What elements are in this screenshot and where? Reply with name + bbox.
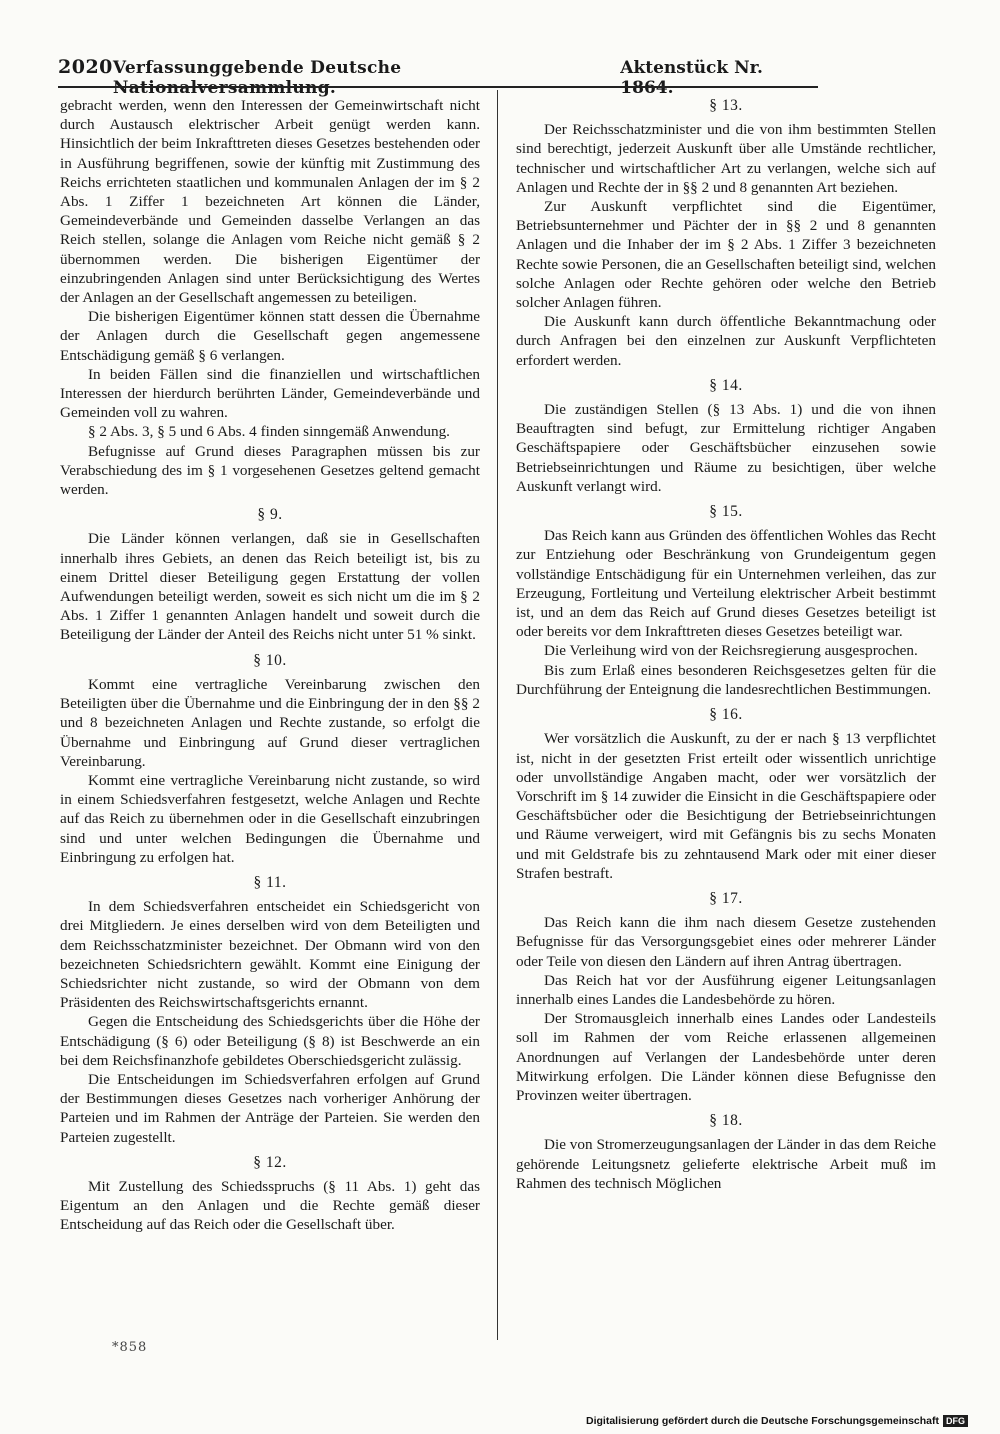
paragraph: In beiden Fällen sind die finanziellen und wirtschaftlichen Interessen der hierdurch berührten Länder, Gemeindeverbände und Gemeinden voll zu wahren. (60, 365, 480, 422)
paragraph: Das Reich hat vor der Ausführung eigener Leitungsanlagen innerhalb eines Landes die Landesbehörde zu hören. (516, 971, 936, 1008)
paragraph: Die Entscheidungen im Schiedsverfahren erfolgen auf Grund der Bestimmungen dieses Gesetzes nach vorheriger Anhörung der Parteien und im Rahmen der Anträge der Parteien. Sie werden den Parteien zugestellt. (60, 1070, 480, 1146)
paragraph: Das Reich kann die ihm nach diesem Gesetze zustehenden Befugnisse für das Versorgungsgebiet eines oder mehrerer Länder oder Teile von diesen den Ländern auf ihren Antrag übertragen. (516, 914, 936, 970)
dfg-logo: DFG (943, 1415, 968, 1427)
section-heading: § 12. (253, 1153, 287, 1171)
section-heading: § 13. (709, 97, 743, 114)
right-column (516, 96, 936, 1193)
paragraph: Zur Auskunft verpflichtet sind die Eigentümer, Betriebsunternehmer und Pächter der in §§ 2 und 8 genannten Anlagen und die Inhaber der im § 2 Abs. 1 Ziffer 3 bezeichneten Rechte sowie Personen, die an Gesellschaften beteiligt sind, welchen solche Anlagen oder Rechte gehören oder welche den Betrieb solcher Anlagen führen. (516, 198, 936, 312)
paragraph: Der Stromausgleich innerhalb eines Landes oder Landesteils soll im Rahmen der vom Reiche erlassenen allgemeinen Anordnungen auf Verlangen der Landesbehörde unter deren Mitwirkung erfolgen. Die Länder können diese Befugnisse den Provinzen weiter übertragen. (516, 1010, 936, 1104)
paragraph: Das Reich kann aus Gründen des öffentlichen Wohles das Recht zur Entziehung oder Beschränkung von Grundeigentum gegen vollständige Entschädigung für ein Unternehmen verleihen, das zur Erzeugung, Fortleitung und Verteilung elektrischer Arbeit bestimmt ist, und an dem das Reich auf Grund dieses Gesetzes beteiligt ist oder bereits vor dem Inkrafttreten dieses Gesetzes beteiligt war. (516, 527, 936, 641)
section-heading: § 9. (257, 506, 283, 524)
running-title: Verfassunggebende Deutsche Nationalversammlung. (112, 58, 402, 98)
section-heading: § 14. (709, 376, 743, 394)
paragraph: Befugnisse auf Grund dieses Paragraphen müssen bis zur Verabschiedung des im § 1 vorgesehenen Gesetzes geltend gemacht werden. (60, 442, 480, 499)
paragraph: Bis zum Erlaß eines besonderen Reichsgesetzes gelten für die Durchführung der Enteignung die landesrechtlichen Bestimmungen. (516, 661, 936, 698)
section-heading: § 15. (709, 503, 743, 521)
page-header (58, 56, 818, 98)
paragraph: Kommt eine vertragliche Vereinbarung nicht zustande, so wird in einem Schiedsverfahren festgesetzt, welche Anlagen und Rechte auf das Reich zu übernehmen oder in die Gesellschaft einzubringen sind und unter welchen Bedingungen die Übernahme und Einbringung zu erfolgen hat. (60, 771, 480, 866)
paragraph: Mit Zustellung des Schiedsspruchs (§ 11 Abs. 1) geht das Eigentum an den Anlagen und die Rechte gemäß dieser Entscheidung auf das Reich oder die Gesellschaft über. (60, 1177, 480, 1234)
paragraph: Die Verleihung wird von der Reichsregierung ausgesprochen. (544, 642, 918, 660)
paragraph: Gegen die Entscheidung des Schiedsgerichts über die Höhe der Entschädigung (§ 6) oder Beteiligung (§ 8) ist Beschwerde an ein bei dem Reichsfinanzhofe gebildetes Oberschiedsgericht zulässig. (60, 1013, 480, 1069)
left-column (60, 96, 480, 1235)
credit-text: Digitalisierung gefördert durch die Deutsche Forschungsgemeinschaft (586, 1415, 939, 1427)
digitization-credit (586, 1414, 968, 1428)
page-number: 2020 (58, 56, 113, 78)
paragraph: Die bisherigen Eigentümer können statt dessen die Übernahme der Anlagen durch die Gesellschaft gegen angemessene Entschädigung gemäß § 6 verlangen. (60, 308, 480, 364)
paragraph: Der Reichsschatzminister und die von ihm bestimmten Stellen sind berechtigt, jederzeit Auskunft über alle Umstände rechtlicher, technischer und wirtschaftlicher Art zu verlangen, welche sich auf Anlagen und Rechte der in §§ 2 und 8 genannten Art beziehen. (516, 121, 936, 196)
column-divider (497, 90, 498, 1340)
paragraph: Die zuständigen Stellen (§ 13 Abs. 1) und die von ihnen Beauftragten sind befugt, zur Ermittelung richtiger Angaben Geschäftspapiere oder Geschäftsbücher einzusehen sowie Betriebseinrichtungen und Räume zu besichtigen, über welche Auskunft verlangt wird. (516, 401, 936, 495)
section-heading: § 17. (709, 889, 743, 907)
section-heading: § 16. (709, 706, 743, 724)
paragraph: Die Länder können verlangen, daß sie in Gesellschaften innerhalb ihres Gebiets, an denen das Reich beteiligt ist, bis zu einem Drittel dieser Beteiligung gegen Erstattung der vollen Aufwendungen beteiligt werden, soweit es sich nicht um die im § 2 Abs. 1 Ziffer 1 genannten Anlagen handelt und soweit durch die Beteiligung der Länder der Anteil des Reichs nicht unter 51 % sinkt. (60, 530, 480, 644)
paragraph: Wer vorsätzlich die Auskunft, zu der er nach § 13 verpflichtet ist, nicht in der gesetzten Frist erteilt oder wissentlich unrichtige oder unvollständige Angaben macht, oder wer vorsätzlich der Vorschrift im § 14 zuwider die Einsicht in die Geschäftspapiere oder Geschäftsbücher oder die Besichtigung der Betriebseinrichtungen und Räume verweigert, wird mit Gefängnis bis zu sechs Monaten und mit Geldstrafe bis zu zehntausend Mark oder mit einer dieser Strafen bestraft. (516, 730, 936, 882)
paragraph: Die Auskunft kann durch öffentliche Bekanntmachung oder durch Anfragen bei den einzelnen zur Auskunft Verpflichteten erfordert werden. (516, 313, 936, 369)
section-heading: § 10. (253, 651, 287, 669)
section-heading: § 18. (709, 1112, 743, 1130)
section-heading: § 11. (253, 873, 287, 891)
header-rule (58, 86, 818, 88)
paragraph: In dem Schiedsverfahren entscheidet ein Schiedsgericht von drei Mitgliedern. Je eines derselben wird von dem Beteiligten und dem Reichsschatzminister bezeichnet. Der Obmann wird von den bezeichneten Schiedsrichtern gewählt. Kommt eine Einigung der Schiedsrichter nicht zustande, so wird der Obmann von dem Präsidenten des Reichswirtschaftsgerichts ernannt. (60, 898, 480, 1012)
paragraph: § 2 Abs. 3, § 5 und 6 Abs. 4 finden sinngemäß Anwendung. (88, 423, 450, 441)
document-reference: Aktenstück Nr. 1864. (620, 58, 763, 98)
paragraph: gebracht werden, wenn den Interessen der Gemeinwirtschaft nicht durch Austausch elektrischer Arbeit genügt werden kann. Hinsichtlich der beim Inkrafttreten dieses Gesetzes bestehenden oder in Ausführung begriffenen, sowie der künftig mit Zustimmung des Reichs errichteten staatlichen und kommunalen Anlagen der im § 2 Abs. 1 Ziffer 1 bezeichneten Art können die Länder, Gemeindeverbände und Gemeinden dasselbe Verlangen an das Reich stellen, solange die Anlagen vom Reiche nicht gemäß § 2 übernommen werden. Die bisherigen Eigentümer der einzubringenden Anlagen sind unter Berücksichtigung des Wertes der Anlagen an der Gesellschaft angemessen zu beteiligen. (60, 97, 480, 307)
paragraph: Kommt eine vertragliche Vereinbarung zwischen den Beteiligten über die Übernahme und die Einbringung der in den §§ 2 und 8 bezeichneten Anlagen und Rechte zustande, so erfolgt die Übernahme und Einbringung auf Grund dieser vertraglichen Vereinbarung. (60, 675, 480, 770)
paragraph: Die von Stromerzeugungsanlagen der Länder in das dem Reiche gehörende Leitungsnetz gelieferte elektrische Arbeit muß im Rahmen des technisch Möglichen (516, 1136, 936, 1192)
bleed-through-mark: *858 (112, 1340, 148, 1355)
